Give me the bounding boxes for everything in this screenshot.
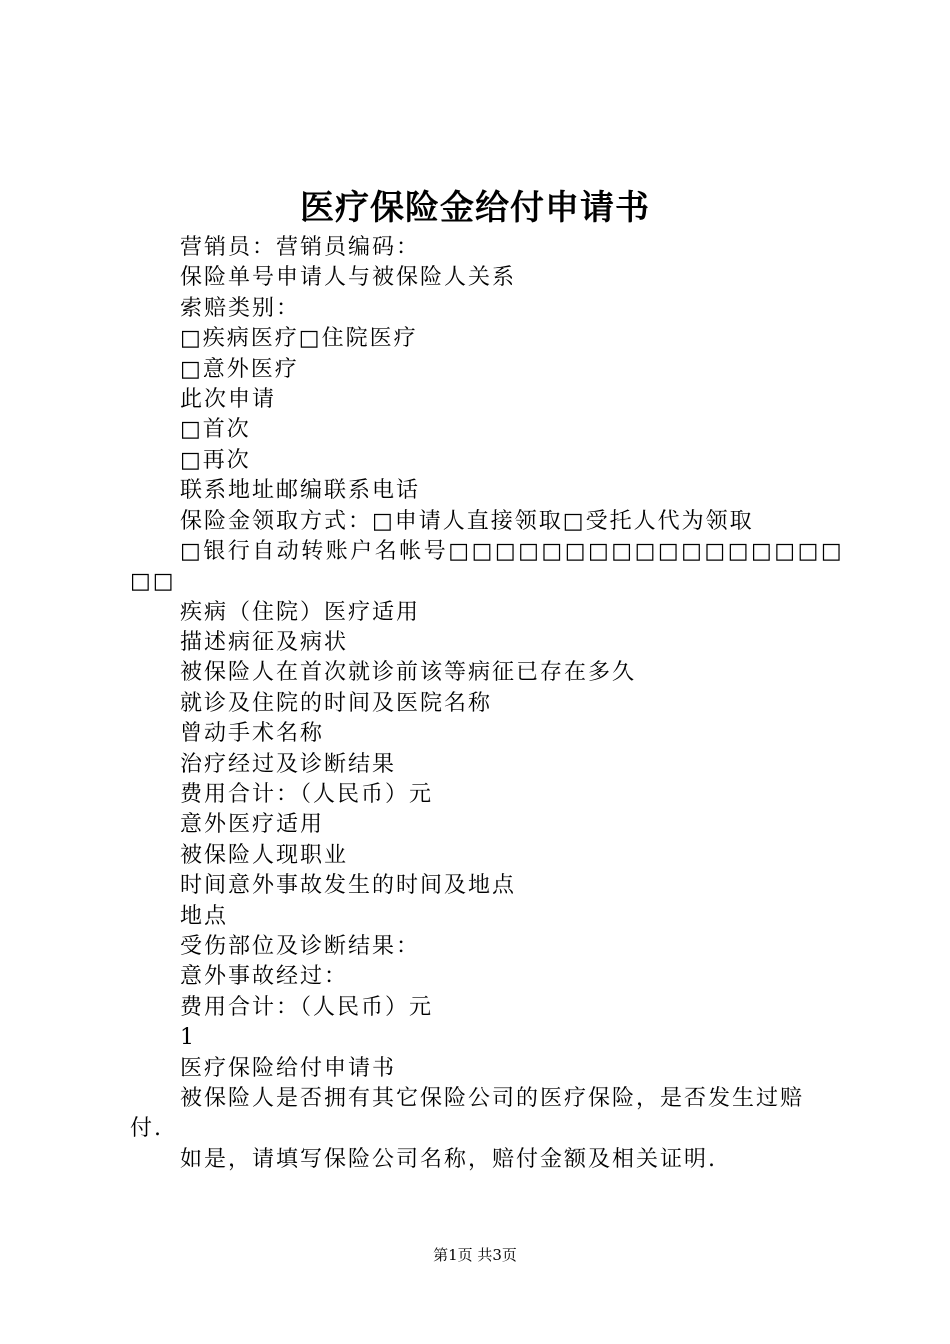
- text-line: 费用合计：（人民币）元: [180, 994, 434, 1020]
- document-title: 医疗保险金给付申请书: [300, 188, 650, 228]
- text-line: 保险金领取方式：□申请人直接领取□受托人代为领取: [180, 508, 754, 534]
- text-line: 被保险人现职业: [180, 842, 349, 868]
- text-line: □疾病医疗□住院医疗: [180, 326, 418, 352]
- page-footer: 第1页 共3页: [433, 1246, 517, 1264]
- text-line: 治疗经过及诊断结果: [180, 751, 397, 777]
- text-line: 费用合计：（人民币）元: [180, 782, 434, 808]
- text-line: 营销员：营销员编码：: [180, 235, 421, 260]
- text-line: □首次: [180, 417, 251, 443]
- text-line: □□: [130, 569, 176, 595]
- text-line: 描述病征及病状: [180, 630, 349, 656]
- text-line: 医疗保险给付申请书: [180, 1055, 397, 1081]
- text-line: 此次申请: [180, 386, 277, 412]
- text-line: 受伤部位及诊断结果：: [180, 933, 421, 959]
- text-line: □再次: [180, 447, 251, 473]
- text-line: 索赔类别：: [180, 295, 301, 321]
- text-line: 联系地址邮编联系电话: [180, 478, 421, 504]
- text-line: □意外医疗: [180, 356, 299, 382]
- text-line: 就诊及住院的时间及医院名称: [180, 690, 493, 716]
- page-number-inline: 1: [180, 1025, 196, 1051]
- text-line: 保险单号申请人与被保险人关系: [180, 265, 517, 291]
- paragraph: 如是，请填写保险公司名称，赔付金额及相关证明.: [180, 1146, 717, 1172]
- paragraph: 被保险人是否拥有其它保险公司的医疗保险，是否发生过赔付.: [130, 1085, 805, 1142]
- text-line: □银行自动转账户名帐号□□□□□□□□□□□□□□□□□: [180, 538, 845, 564]
- text-line: 意外医疗适用: [180, 812, 325, 838]
- text-line: 疾病（住院）医疗适用: [180, 599, 421, 625]
- text-line: 意外事故经过：: [180, 964, 349, 990]
- text-line: 时间意外事故发生的时间及地点: [180, 873, 517, 899]
- text-line: 地点: [180, 903, 229, 929]
- text-line: 曾动手术名称: [180, 721, 325, 747]
- document-body: [130, 233, 845, 1175]
- text-line: 被保险人在首次就诊前该等病征已存在多久: [180, 660, 637, 686]
